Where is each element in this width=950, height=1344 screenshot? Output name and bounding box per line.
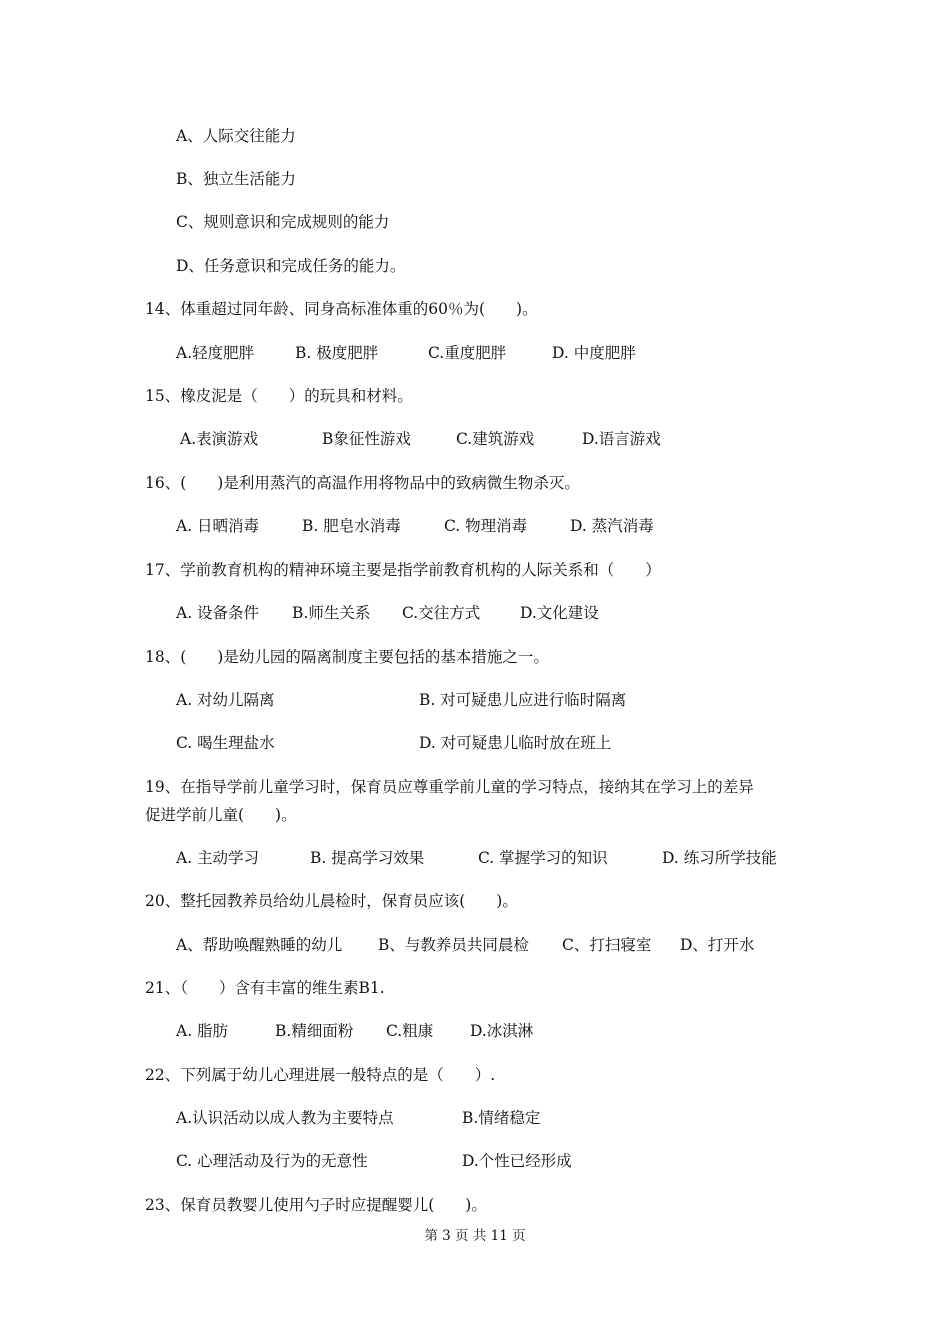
q15-option-c: C.建筑游戏 [456,430,535,448]
question-15-stem: 15、橡皮泥是（ ）的玩具和材料。 [145,387,413,405]
question-16-stem: 16、( )是利用蒸汽的高温作用将物品中的致病微生物杀灭。 [145,474,580,492]
q14-option-b: B. 极度肥胖 [295,344,379,362]
q18-option-b: B. 对可疑患儿应进行临时隔离 [419,691,627,709]
question-19-stem-line1: 19、在指导学前儿童学习时，保育员应尊重学前儿童的学习特点，接纳其在学习上的差异 [145,778,754,796]
q13-option-b: B、独立生活能力 [176,170,296,188]
q15-option-d: D.语言游戏 [582,430,661,448]
q14-option-a: A.轻度肥胖 [176,344,255,362]
q20-option-c: C、打扫寝室 [562,936,652,954]
q18-option-c: C. 喝生理盐水 [176,734,275,752]
q22-option-c: C. 心理活动及行为的无意性 [176,1152,368,1170]
q17-option-a: A. 设备条件 [176,604,260,622]
q19-option-b: B. 提高学习效果 [310,849,425,867]
q20-option-b: B、与教养员共同晨检 [378,936,529,954]
q13-option-a: A、人际交往能力 [176,127,296,145]
q17-option-c: C.交往方式 [402,604,481,622]
q22-option-a: A.认识活动以成人教为主要特点 [176,1109,394,1127]
q20-option-d: D、打开水 [680,936,755,954]
question-18-stem: 18、( )是幼儿园的隔离制度主要包括的基本措施之一。 [145,648,549,666]
question-21-stem: 21、（ ）含有丰富的维生素B1. [145,979,385,997]
q21-option-c: C.粗康 [386,1022,434,1040]
question-19-stem-line2: 促进学前儿童( )。 [145,806,297,824]
q16-option-b: B. 肥皂水消毒 [302,517,401,535]
question-14-stem: 14、体重超过同年龄、同身高标准体重的60％为( )。 [145,300,538,318]
question-17-stem: 17、学前教育机构的精神环境主要是指学前教育机构的人际关系和（ ） [145,561,661,579]
q20-option-a: A、帮助唤醒熟睡的幼儿 [176,936,343,954]
q19-option-d: D. 练习所学技能 [662,849,777,867]
page-number-footer: 第 3 页 共 11 页 [424,1228,526,1244]
q15-option-b: B象征性游戏 [322,430,411,448]
q19-option-a: A. 主动学习 [176,849,260,867]
question-20-stem: 20、整托园教养员给幼儿晨检时，保育员应该( )。 [145,892,518,910]
q16-option-d: D. 蒸汽消毒 [570,517,654,535]
q14-option-d: D. 中度肥胖 [552,344,636,362]
q14-option-c: C.重度肥胖 [428,344,507,362]
q17-option-b: B.师生关系 [292,604,371,622]
q17-option-d: D.文化建设 [520,604,599,622]
q13-option-d: D、任务意识和完成任务的能力。 [176,257,406,275]
q13-option-c: C、规则意识和完成规则的能力 [176,213,390,231]
q19-option-c: C. 掌握学习的知识 [478,849,608,867]
q21-option-a: A. 脂肪 [176,1022,229,1040]
q22-option-b: B.情绪稳定 [462,1109,541,1127]
q15-option-a: A.表演游戏 [180,430,259,448]
q18-option-a: A. 对幼儿隔离 [176,691,275,709]
q18-option-d: D. 对可疑患儿临时放在班上 [419,734,612,752]
question-23-stem: 23、保育员教婴儿使用勺子时应提醒婴儿( )。 [145,1196,487,1214]
q21-option-d: D.冰淇淋 [470,1022,534,1040]
q22-option-d: D.个性已经形成 [462,1152,572,1170]
q21-option-b: B.精细面粉 [275,1022,354,1040]
question-22-stem: 22、下列属于幼儿心理进展一般特点的是（ ）. [145,1066,496,1084]
q16-option-c: C. 物理消毒 [444,517,528,535]
q16-option-a: A. 日晒消毒 [176,517,260,535]
